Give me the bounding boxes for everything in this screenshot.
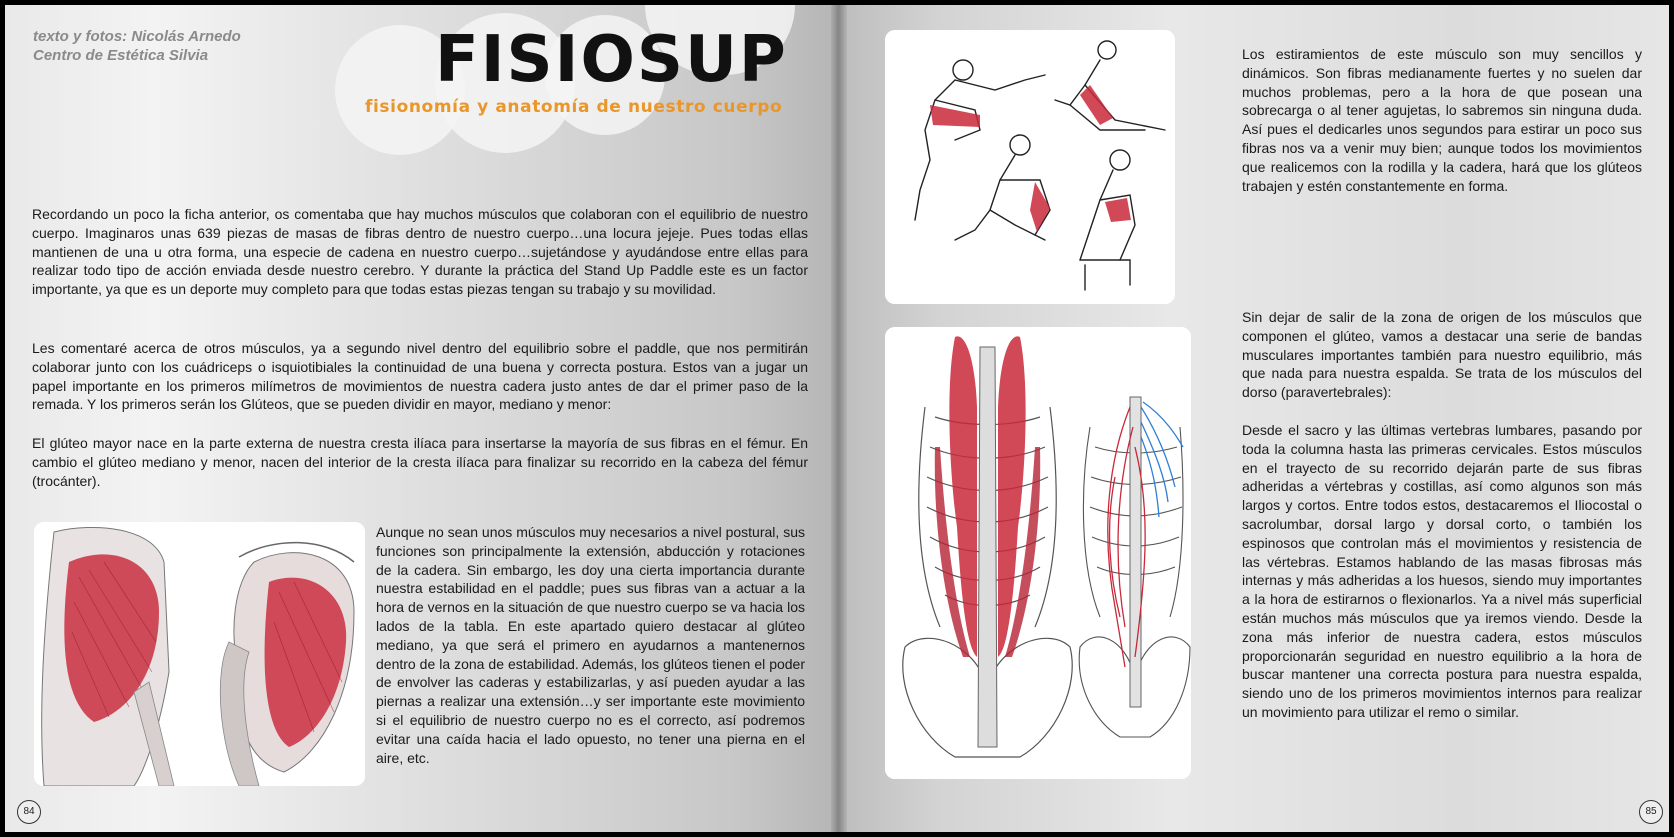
credit-block bbox=[33, 27, 241, 65]
credit-center: Centro de Estética Silvia bbox=[33, 47, 209, 64]
credit-author: texto y fotos: Nicolás Arnedo bbox=[33, 28, 241, 45]
page-number: 85 bbox=[1639, 800, 1663, 824]
intro-paragraph: Recordando un poco la ficha anterior, os comentaba que hay muchos músculos que colaboran con el equilibrio de nuestro cuerpo. Imaginaros unas 639 piezas de masas de fibras dentro de nuestro cuerpo…una locura jejeje. Pues todas ellas mantienen de una u otra forma, una especie de cadena en nuestro cuerpo…sujetándose y ayudándose entre ellas para realizar todo tipo de acción enviada desde nuestro cerebro. Y durante la práctica del Stand Up Paddle este es un factor importante, ya que es un deporte muy completo para que todas estas piezas tengan su trabajo y su movilidad. bbox=[32, 206, 808, 298]
stretching-paragraph: Los estiramientos de este músculo son muy sencillos y dinámicos. Son fibras medianamente fuertes y no suelen dar muchos problemas, pero a la hora de que posean una sobrecarga o al tener agujetas, lo sabremos sin ninguna duda. Así pues el dedicarles unos segundos para estirar un poco sus fibras nos va a venir muy bien; aunque todos los movimientos que realicemos con la rodilla y la cadera, hará que los glúteos trabajen y estén constantemente en forma. bbox=[1242, 46, 1642, 194]
muscles-paragraph: Les comentaré acerca de otros músculos, ya a segundo nivel dentro del equilibrio sobre el paddle, que nos permitirán colaborar junto con los cuádriceps o isquiotibiales la continuidad de una buena y correcta postura. Estos van a jugar un papel importante en los primeros milímetros de movimientos de nuestra cadera justo antes de dar el primer paso de la remada. Y los primeros serán los Glúteos, que se pueden dividir en mayor, mediano y menor: bbox=[32, 340, 808, 413]
right-page bbox=[839, 5, 1669, 832]
gluteus-illustration bbox=[34, 522, 365, 786]
paravertebral-paragraph: Desde el sacro y las últimas vertebras lumbares, pasando por toda la columna hasta las primeras cervicales. Estos músculos en el trayecto de su recorrido dejarán parte de sus fibras adheridas a vértebras y costillas, así como algunos son más largos y cortos. Entre todos estos, destacaremos el Iliocostal o sacrolumbar, dorsal largo y dorsal corto, o también los espinosos que controlan más el movimientos y resistencia de las vértebras. Estamos hablando de las masas fibrosas más internas y más adheridas a los huesos, siendo muy importantes a la hora de estirarnos o flexionarlos. Ya a nivel más superficial están muchos más músculos que ya iremos viendo. Desde la zona más inferior de nuestra cadera, estos músculos proporcionarán seguridad en nuestro equilibrio a la hora de buscar mantener una correcta postura para nuestra espalda, siendo uno de los primeros movimientos internos para realizar un movimiento para utilizar el remo o similar. bbox=[1242, 422, 1642, 720]
gluteus-origin-paragraph: El glúteo mayor nace en la parte externa de nuestra cresta ilíaca para insertarse la mayoría de sus fibras en el fémur. En cambio el glúteo mediano y menor, nacen del interior de la cresta ilíaca para finalizar su recorrido en la cabeza del fémur (trocánter). bbox=[32, 435, 808, 489]
section-subtitle: fisionomía y anatomía de nuestro cuerpo bbox=[365, 97, 783, 117]
section-title: FISIOSUP bbox=[435, 23, 788, 97]
left-page bbox=[5, 5, 839, 832]
gluteus-function-paragraph: Aunque no sean unos músculos muy necesarios a nivel postural, sus funciones son principalmente la extensión, abducción y rotaciones de la cadera. Sin embargo, les doy una cierta importancia durante nuestra estabilidad en el paddle; pues sus fibras van a actuar a la hora de vernos en la situación de que nuestro cuerpo se va hacia los lados de la tabla. En este apartado quiero destacar al glúteo mediano, ya que será el primero en ayudarnos a mantenernos dentro de la zona de estabilidad. Además, los glúteos tienen el poder de envolver las caderas y estabilizarlas, y así pueden ayudar a las piernas a realizar una extensión…y ser importante este movimiento si el equilibrio de nuestro cuerpo no es el correcto, así podremos evitar una caída hacia el lado opuesto, no tener una pierna en el aire, etc. bbox=[376, 524, 805, 766]
page-gutter bbox=[831, 5, 847, 832]
stretching-illustration bbox=[885, 30, 1175, 304]
back-muscles-intro-paragraph: Sin dejar de salir de la zona de origen de los músculos que componen el glúteo, vamos a destacar una serie de bandas musculares importantes también para nuestro equilibrio, más que nada para nuestra espalda. Se trata de los músculos del dorso (paravertebrales): bbox=[1242, 309, 1642, 401]
back-muscles-illustration bbox=[885, 327, 1191, 779]
magazine-spread bbox=[5, 5, 1669, 832]
page-number: 84 bbox=[17, 800, 41, 824]
